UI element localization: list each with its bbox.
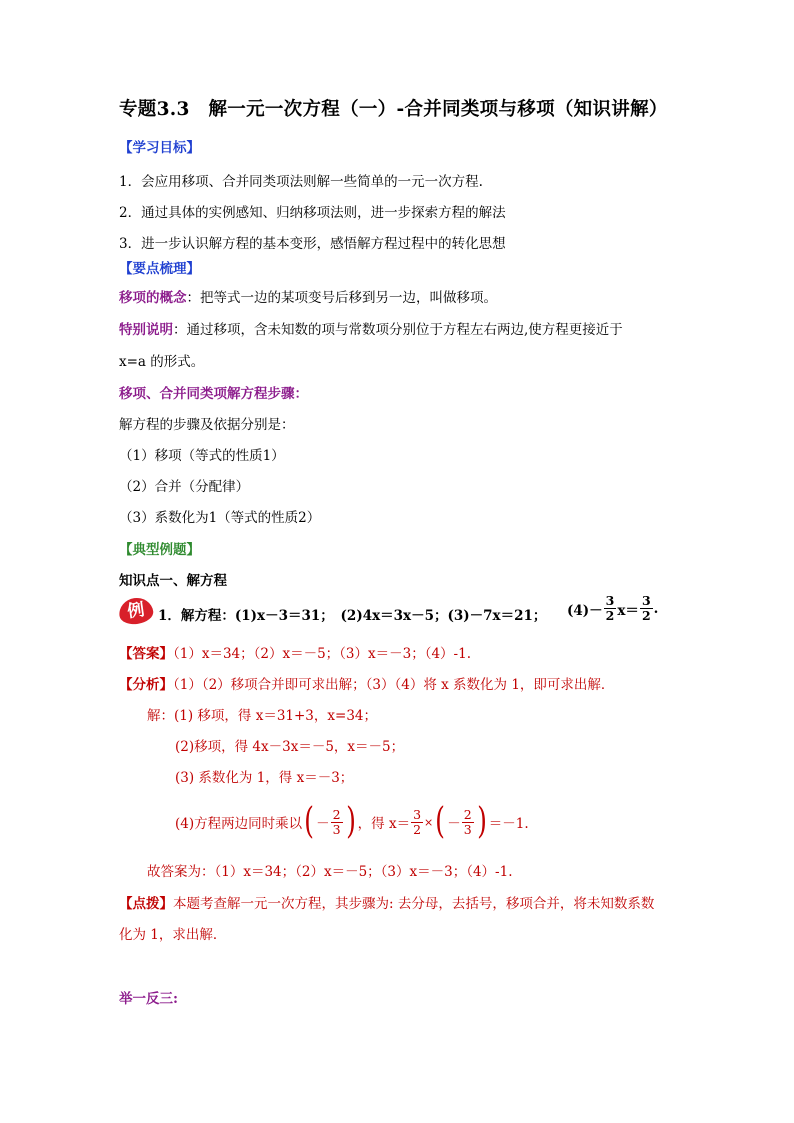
keypoints-header: 【要点梳理】 [119, 261, 200, 277]
p4-prefix: (4)－ [567, 602, 603, 619]
fraction: $\frac{3}{2}$ [641, 593, 651, 623]
special-label: 特别说明 [119, 322, 173, 338]
analysis-text: （1）（2）移项合并即可求出解；（3）（4）将 x 系数化为 1，即可求出解． [173, 677, 615, 693]
fraction: $\frac{3}{2}$ [413, 806, 422, 837]
solution-step-3: (3) 系数化为 1，得 x＝－3； [175, 770, 354, 786]
concept-label: 移项的概念 [119, 290, 187, 306]
step-item: （2）合并（分配律） [119, 479, 250, 495]
answer-text: （1）x＝34；（2）x＝－5；（3）x＝－3；（4）-1. [173, 646, 471, 662]
solution-step-1: 解：(1) 移项，得 x＝31+3，x=34； [147, 708, 378, 724]
example-problem: 1．解方程：(1)x－3＝31； (2)4x＝3x－5；(3)－7x＝21； [158, 608, 547, 624]
practice-header: 举一反三: [119, 991, 178, 1007]
objectives-header: 【学习目标】 [119, 140, 200, 156]
fraction: $\frac{3}{2}$ [605, 593, 615, 623]
concept-line [119, 286, 497, 306]
step-item: （1）移项（等式的性质1） [119, 448, 285, 464]
steps-header: 移项、合并同类项解方程步骤： [119, 386, 308, 402]
knowledge-point-title: 知识点一、解方程 [119, 573, 227, 589]
page-title: 专题3.3 解一元一次方程（一）-合并同类项与移项（知识讲解） [119, 99, 668, 120]
special-line [119, 318, 623, 338]
analysis-line [119, 673, 614, 693]
objective-item: 1．会应用移项、合并同类项法则解一些简单的一元一次方程. [119, 174, 483, 190]
example-badge: 例 [117, 596, 154, 626]
final-answer: 故答案为：（1）x＝34；（2）x＝－5；（3）x＝－3；（4）-1. [147, 864, 513, 880]
answer-line [119, 642, 471, 662]
tip-line [119, 892, 654, 912]
concept-text: ：把等式一边的某项变号后移到另一边，叫做移项。 [186, 290, 497, 306]
step-item: （3）系数化为1（等式的性质2） [119, 510, 321, 526]
solution-step-4: (4)方程两边同时乘以 ( － $\frac{2}{3}$ ) ，得 x＝ $\frac{3}{2}$ × ( － $\frac{2}{3}$ ) ＝－1. [175, 801, 529, 842]
solution-step-2: (2)移项，得 4x－3x＝－5，x＝－5； [175, 739, 405, 755]
steps-intro: 解方程的步骤及依据分别是： [119, 417, 295, 433]
answer-label: 【答案】 [119, 646, 173, 662]
fraction: $\frac{2}{3}$ [332, 806, 341, 837]
objective-item: 3．进一步认识解方程的基本变形，感悟解方程过程中的转化思想 [119, 236, 506, 252]
tip-label: 【点拨】 [119, 896, 173, 912]
tip-text-cont: 化为 1，求出解． [119, 927, 227, 943]
tip-text: 本题考查解一元一次方程，其步骤为: 去分母，去括号，移项合并，将未知数系数 [173, 896, 655, 912]
special-text-cont: x=a 的形式。 [119, 354, 205, 370]
examples-header: 【典型例题】 [119, 542, 200, 558]
analysis-label: 【分析】 [119, 677, 173, 693]
p4-mid: x＝ [617, 602, 639, 619]
example-problem-4: (4)－ $\frac{3}{2}$ x＝ $\frac{3}{2}$ . [567, 593, 659, 623]
objective-item: 2．通过具体的实例感知、归纳移项法则，进一步探索方程的解法 [119, 205, 506, 221]
special-text: ：通过移项，含未知数的项与常数项分别位于方程左右两边,使方程更接近于 [173, 322, 623, 338]
fraction: $\frac{2}{3}$ [463, 806, 472, 837]
